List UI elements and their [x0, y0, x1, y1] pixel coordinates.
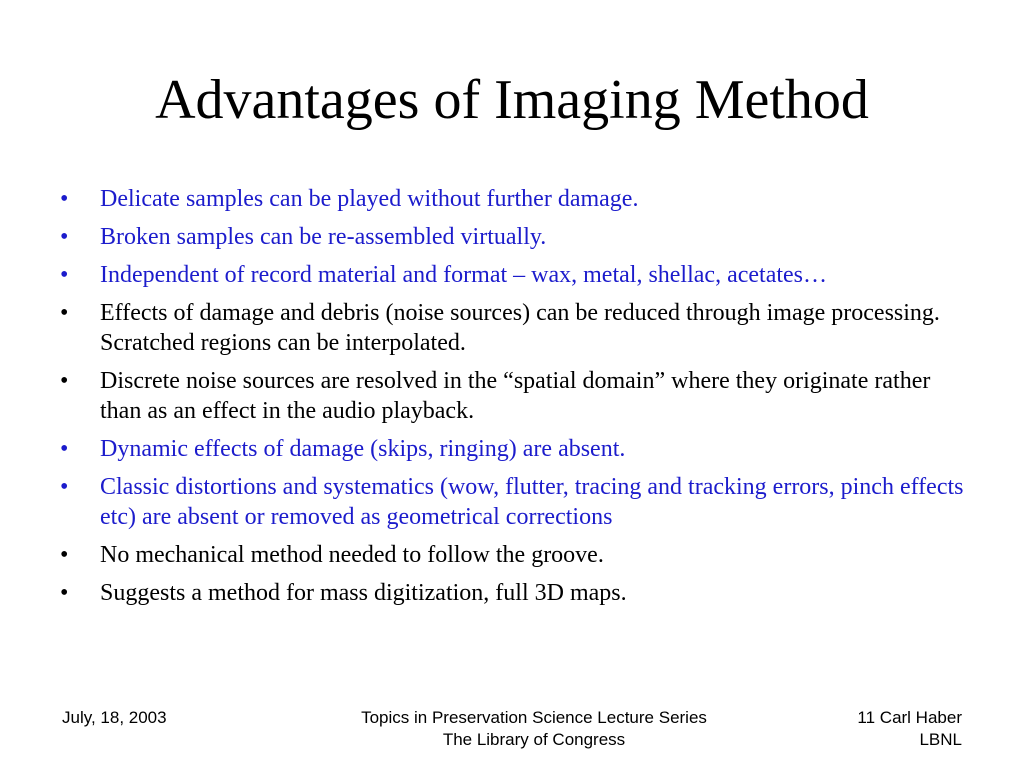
footer-series	[312, 707, 756, 751]
bullet-icon: •	[60, 186, 69, 212]
bullet-text: Discrete noise sources are resolved in the “spatial domain” where they originate rather than as an effect in the audio playback.	[100, 368, 931, 424]
bullet-text: Dynamic effects of damage (skips, ringing) are absent.	[100, 436, 626, 462]
bullet-text: No mechanical method needed to follow the groove.	[100, 542, 604, 568]
bullet-text: Effects of damage and debris (noise sources) can be reduced through image processing. Scratched regions can be interpolated.	[100, 300, 940, 356]
bullet-text: Suggests a method for mass digitization, full 3D maps.	[100, 580, 627, 606]
bullet-text: Classic distortions and systematics (wow, flutter, tracing and tracking errors, pinch effects etc) are absent or removed as geometrical corrections	[100, 474, 964, 530]
bullet-icon: •	[60, 368, 69, 394]
bullet-icon: •	[60, 436, 69, 462]
bullet-list	[60, 184, 970, 616]
bullet-text: Delicate samples can be played without further damage.	[100, 186, 639, 212]
bullet-icon: •	[60, 224, 69, 250]
bullet-item	[60, 366, 970, 426]
bullet-icon: •	[60, 262, 69, 288]
bullet-item	[60, 434, 970, 464]
bullet-icon: •	[60, 580, 69, 606]
bullet-item	[60, 578, 970, 608]
slide-title: Advantages of Imaging Method	[155, 69, 869, 131]
bullet-item	[60, 222, 970, 252]
bullet-icon: •	[60, 474, 69, 500]
bullet-item	[60, 472, 970, 532]
footer-slide-info-line2: LBNL	[919, 730, 962, 749]
footer-date-text: July, 18, 2003	[62, 708, 167, 727]
bullet-text: Broken samples can be re-assembled virtually.	[100, 224, 547, 250]
bullet-icon: •	[60, 300, 69, 326]
footer-slide-info-line1: 11 Carl Haber	[857, 708, 962, 727]
footer-series-line1: Topics in Preservation Science Lecture Series	[361, 708, 707, 727]
bullet-text: Independent of record material and format – wax, metal, shellac, acetates…	[100, 262, 828, 288]
footer-series-line2: The Library of Congress	[442, 730, 626, 749]
footer-date	[62, 707, 262, 729]
bullet-item	[60, 184, 970, 214]
bullet-item	[60, 260, 970, 290]
bullet-icon: •	[60, 542, 69, 568]
bullet-item	[60, 298, 970, 358]
footer-slide-info	[762, 707, 962, 751]
bullet-item	[60, 540, 970, 570]
